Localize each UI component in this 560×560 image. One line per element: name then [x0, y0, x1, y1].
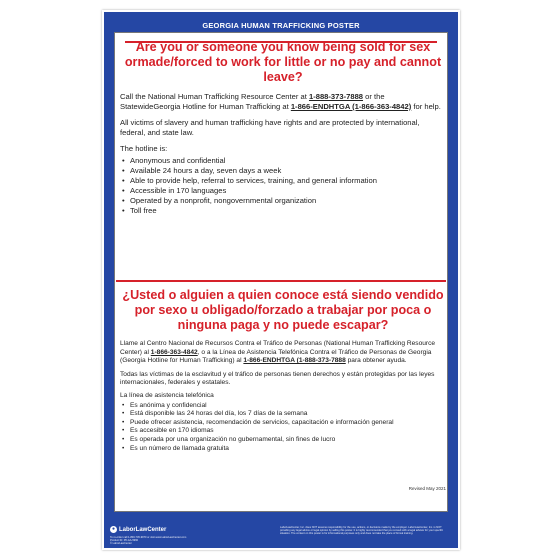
list-item: • Toll free [120, 206, 446, 216]
footer-disclaimer: LaborLawCenter, Inc. does NOT assume responsibility for the use, actions, or decisions made by the employer. LaborLawCenter, Inc. is NOT providing any legal advice or legal opinion by selling this poster. It is highly recommended that you consult with a legal advisor for your specific situation. The content on this poster is for informational purposes only and does not take the place of formal training. [280, 526, 444, 536]
spanish-heading: ¿Usted o alguien a quien conoce está siendo vendido por sexo u obligado/forzado a trabajar por poca o ninguna paga y no puede escapar? [122, 288, 444, 332]
brand-logo [110, 526, 166, 533]
spanish-rights-text: Todas las víctimas de la esclavitud y el tráfico de personas tienen derechos y están protegidas por las leyes internacionales, federales y estatales. [120, 370, 435, 387]
english-call-middle: or the StatewideGeorgia Hotline for Human Trafficking at [120, 92, 385, 111]
poster-title: GEORGIA HUMAN TRAFFICKING POSTER [202, 21, 360, 30]
footer-product-id: Product ID: P0-GA-5960 [110, 539, 139, 543]
english-call-text [120, 92, 446, 112]
spanish-section [120, 288, 446, 453]
spanish-hotline-list [120, 402, 446, 454]
georgia-hotline-number: 1-866-ENDHTGA (1-866-363-4842) [290, 102, 412, 111]
spanish-call-prefix: Llame al Centro Nacional de Recursos Contra el Tráfico de Personas (National Human Trafficking Resource Center) al [120, 340, 436, 356]
list-item: • Está disponible las 24 horas del día, los 7 días de la semana [120, 410, 446, 419]
list-item: • Puede ofrecer asistencia, recomendación de servicios, capacitación e información general [120, 419, 446, 428]
list-item: • Anonymous and confidential [120, 156, 446, 166]
footer-copyright: © LaborLawCenter [110, 542, 132, 546]
english-call-suffix: for help. [413, 102, 441, 111]
list-item: • Operated by a nonprofit, nongovernmental organization [120, 196, 446, 206]
list-item: • Es accesible en 170 idiomas [120, 427, 446, 436]
spanish-state-number: 1-866-ENDHTGA (1-888-373-7888 [243, 357, 346, 365]
english-heading: Are you or someone you know being sold for sex ormade/forced to work for little or no pay and cannot leave? [124, 40, 442, 84]
national-hotline-number: 1-888-373-7888 [308, 92, 364, 101]
revised-date: Revised May 2021 [408, 486, 446, 491]
spanish-call-middle: , o a la Línea de Asistencia Telefónica Contra el Tráfico de Personas de Georgia (Georgia Hotline for Human Trafficking) al [120, 348, 432, 365]
brand-logo-icon: ● [111, 526, 116, 532]
list-item: • Available 24 hours a day, seven days a week [120, 166, 446, 176]
list-item: • Es operada por una organización no gubernamental, sin fines de lucro [120, 436, 446, 445]
spanish-call-text [120, 340, 446, 366]
list-item: • Able to provide help, referral to services, training, and general information [120, 176, 446, 186]
english-hotline-intro: The hotline is: [120, 144, 168, 153]
list-item: • Accessible in 170 languages [120, 186, 446, 196]
english-hotline-list [120, 156, 446, 216]
list-item: • Es anónima y confidencial [120, 402, 446, 411]
english-call-prefix: Call the National Human Trafficking Resource Center at [120, 92, 307, 101]
footer-contact-block [110, 536, 230, 545]
english-rights-text: All victims of slavery and human trafficking have rights and are protected by international, federal, and state law. [120, 118, 420, 137]
footer-contact: To re-order call 1-800-745-9970 or visit www.LaborLawCenter.com [110, 536, 187, 539]
spanish-call-suffix: para obtener ayuda. [347, 357, 407, 365]
english-section [120, 40, 446, 216]
spanish-hotline-intro: La línea de asistencia telefónica [120, 391, 214, 399]
poster-footer [104, 522, 458, 548]
list-item: • Es un número de llamada gratuita [120, 445, 446, 454]
spanish-national-number: 1-866-363-4842 [150, 348, 198, 356]
brand-name: LaborLawCenter [119, 527, 167, 534]
middle-red-rule [116, 280, 446, 282]
poster [102, 10, 460, 550]
